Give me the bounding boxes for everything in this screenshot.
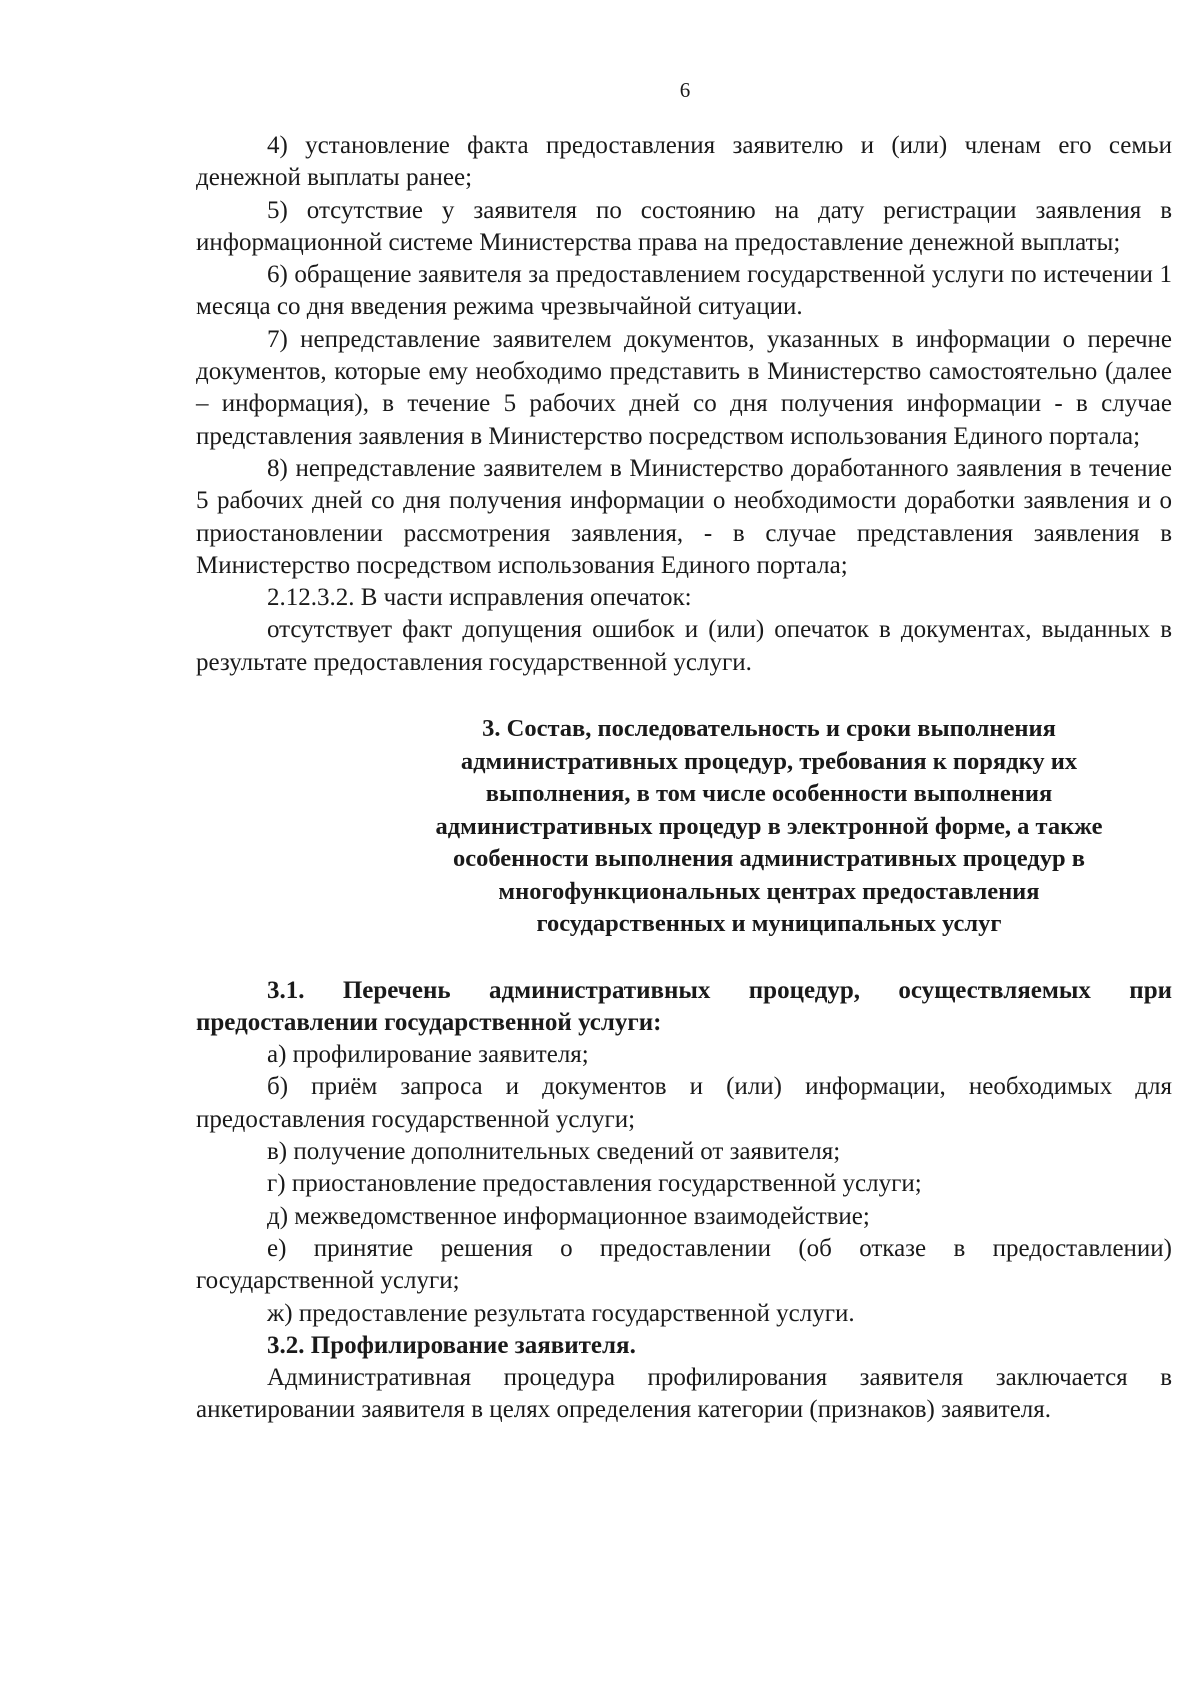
list-item: 4) установление факта предоставления заявителю и (или) членам его семьи денежной выплаты ранее; xyxy=(196,132,1172,192)
heading-line: выполнения, в том числе особенности выполнения xyxy=(485,780,1053,808)
document-body xyxy=(196,130,1172,1427)
list-item: 6) обращение заявителя за предоставлением государственной услуги по истечении 1 месяца со дня введения режима чрезвычайной ситуации. xyxy=(196,261,1172,321)
list-item: 5) отсутствие у заявителя по состоянию на дату регистрации заявления в информационной системе Министерства права на предоставление денежной выплаты; xyxy=(196,196,1172,256)
heading-line: административных процедур, требования к порядку их xyxy=(460,747,1078,775)
section-3-1-title: 3.1. Перечень административных процедур, осуществляемых при предоставлении государственной услуги: xyxy=(196,976,1172,1036)
procedure-item: б) приём запроса и документов и (или) информации, необходимых для предоставления государственной услуги; xyxy=(196,1073,1172,1133)
subsection-text: отсутствует факт допущения ошибок и (или) опечаток в документах, выданных в результате предоставления государственной услуги. xyxy=(196,616,1172,676)
procedure-item: е) принятие решения о предоставлении (об отказе в предоставлении) государственной услуги; xyxy=(196,1234,1172,1295)
procedure-item: в) получение дополнительных сведений от заявителя; xyxy=(267,1138,841,1166)
list-item: 7) непредставление заявителем документов, указанных в информации о перечне документов, которые ему необходимо представить в Министерство самостоятельно (далее – информация), в течение 5 рабочих дней со дня получения информации - в случае представления заявления в Министерство посредством использования Единого портала; xyxy=(196,325,1172,450)
procedure-item: а) профилирование заявителя; xyxy=(267,1041,589,1069)
heading-line: многофункциональных центрах предоставления xyxy=(498,877,1040,905)
heading-line: 3. Состав, последовательность и сроки выполнения xyxy=(482,715,1056,743)
procedure-item: ж) предоставление результата государственной услуги. xyxy=(267,1299,855,1327)
heading-line: государственных и муниципальных услуг xyxy=(536,910,1002,938)
subsection-title: 2.12.3.2. В части исправления опечаток: xyxy=(267,584,692,612)
heading-line: особенности выполнения административных процедур в xyxy=(453,845,1085,873)
heading-line: административных процедур в электронной форме, а также xyxy=(435,812,1103,840)
section-3-2-text: Административная процедура профилирования заявителя заключается в анкетировании заявителя в целях определения категории (признаков) заявителя. xyxy=(196,1364,1172,1424)
section-3-2-title: 3.2. Профилирование заявителя. xyxy=(267,1331,636,1359)
page-number: 6 xyxy=(679,78,691,102)
procedure-item: д) межведомственное информационное взаимодействие; xyxy=(267,1202,870,1230)
list-item: 8) непредставление заявителем в Министерство доработанного заявления в течение 5 рабочих дней со дня получения информации о необходимости доработки заявления и о приостановлении рассмотрения заявления, - в случае представления заявления в Министерство посредством использования Единого портала; xyxy=(196,454,1172,579)
procedure-item: г) приостановление предоставления государственной услуги; xyxy=(267,1170,922,1198)
section-heading xyxy=(366,713,1172,941)
